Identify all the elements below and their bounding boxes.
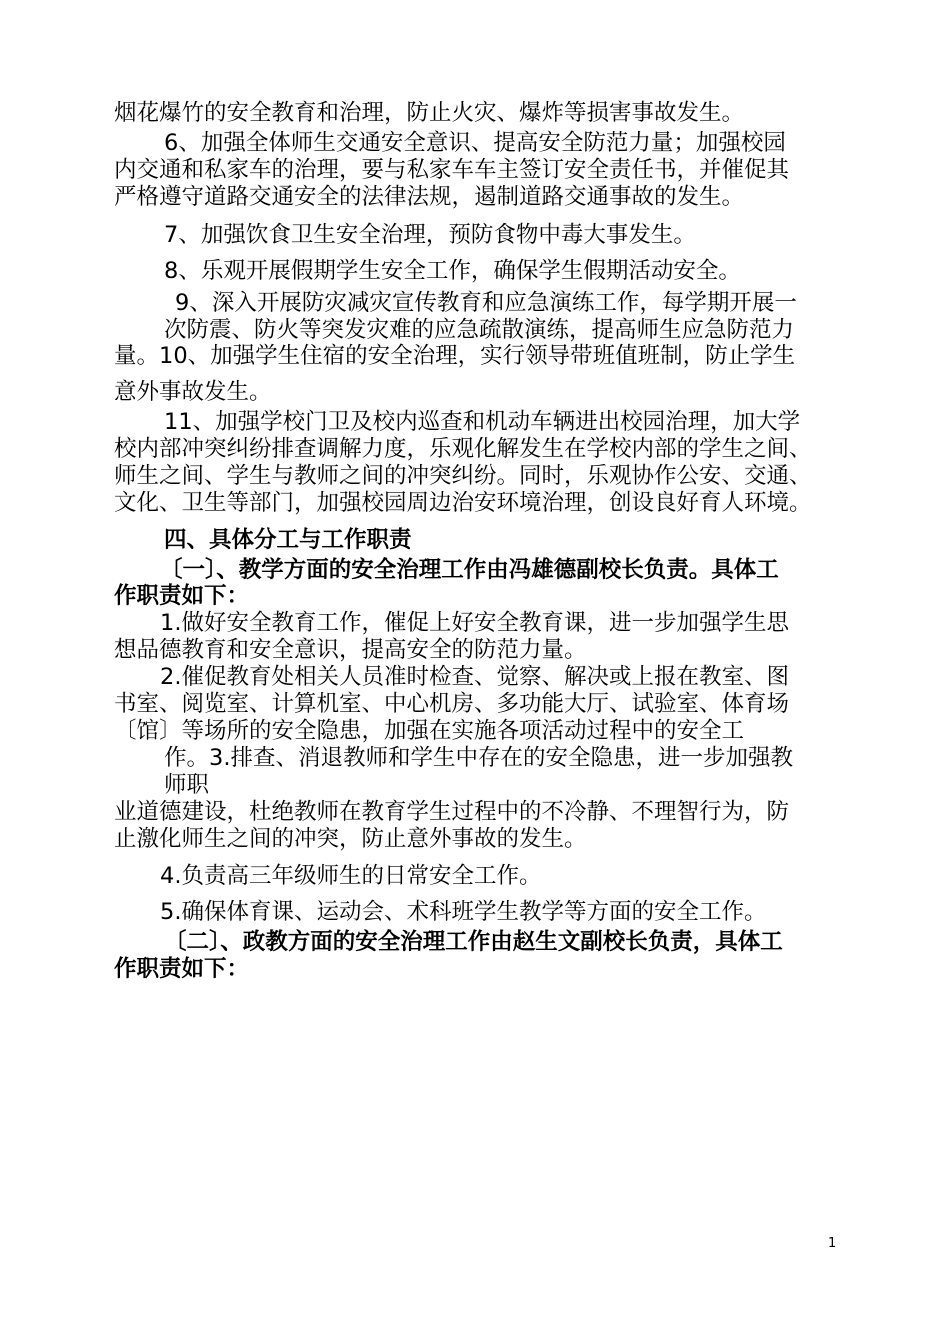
text-line: 5.确保体育课、运动会、术科班学生教学等方面的安全工作。: [160, 899, 767, 925]
page-number: 1: [828, 1236, 837, 1251]
subsection-heading: 〔二〕、政教方面的安全治理工作由赵生文副校长负责，具体工: [164, 929, 783, 955]
subsection-heading: 作职责如下：: [114, 956, 250, 982]
text-line: 校内部冲突纠纷排查调解力度，乐观化解发生在学校内部的学生之间、: [114, 436, 812, 462]
text-line: 书室、阅览室、计算机室、中心机房、多功能大厅、试验室、体育场: [114, 691, 790, 717]
text-line: 7、加强饮食卫生安全治理，预防食物中毒大事发生。: [164, 222, 696, 248]
text-line: 师生之间、学生与教师之间的冲突纠纷。同时，乐观协作公安、交通、: [114, 463, 812, 489]
text-line: 严格遵守道路交通安全的法律法规，遏制道路交通事故的发生。: [114, 184, 745, 210]
text-line: 烟花爆竹的安全教育和治理，防止火灾、爆炸等损害事故发生。: [114, 100, 745, 126]
text-line: 止激化师生之间的冲突，防止意外事故的发生。: [114, 826, 587, 852]
section-heading: 四、具体分工与工作职责: [164, 527, 412, 553]
text-line: 想品德教育和安全意识，提高安全的防范力量。: [114, 637, 587, 663]
text-line: 师职: [164, 772, 210, 798]
text-line: 11、加强学校门卫及校内巡查和机动车辆进出校园治理，加大学: [164, 409, 801, 435]
text-line: 作。3.排查、消退教师和学生中存在的安全隐患，进一步加强教: [164, 745, 793, 771]
text-line: 6、加强全体师生交通安全意识、提高安全防范力量；加强校园: [164, 130, 786, 156]
text-line: 2.催促教育处相关人员准时检查、觉察、解决或上报在教室、图: [160, 664, 789, 690]
subsection-heading: 〔一〕、教学方面的安全治理工作由冯雄德副校长负责。具体工: [160, 557, 779, 583]
text-line: 1.做好安全教育工作，催促上好安全教育课，进一步加强学生思: [160, 610, 789, 636]
text-line: 9、深入开展防灾减灾宣传教育和应急演练工作，每学期开展一: [175, 290, 797, 316]
text-line: 4.负责高三年级师生的日常安全工作。: [160, 863, 542, 889]
text-line: 量。10、加强学生住宿的安全治理，实行领导带班值班制，防止学生: [114, 343, 796, 369]
text-line: 意外事故发生。: [114, 379, 272, 405]
text-line: 业道德建设，杜绝教师在教育学生过程中的不冷静、不理智行为，防: [114, 799, 790, 825]
text-line: 〔馆〕等场所的安全隐患，加强在实施各项活动过程中的安全工: [114, 718, 745, 744]
subsection-heading: 作职责如下：: [114, 583, 250, 609]
text-line: 8、乐观开展假期学生安全工作，确保学生假期活动安全。: [164, 258, 741, 284]
text-line: 内交通和私家车的治理，要与私家车车主签订安全责任书，并催促其: [114, 157, 790, 183]
text-line: 次防震、防火等突发灾难的应急疏散演练，提高师生应急防范力: [164, 317, 795, 343]
text-line: 文化、卫生等部门，加强校园周边治安环境治理，创设良好育人环境。: [114, 490, 812, 516]
